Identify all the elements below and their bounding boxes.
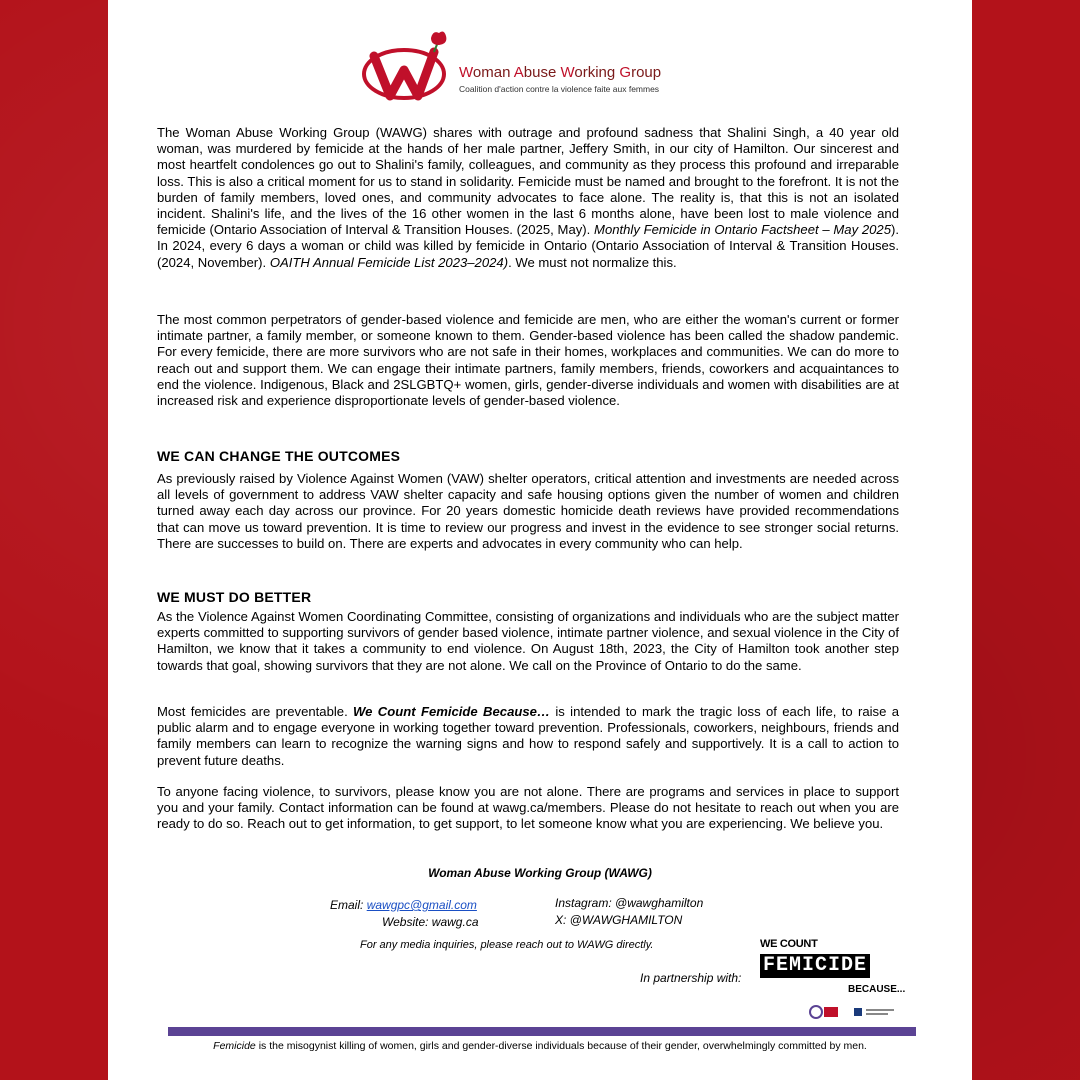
website-line: Website: wawg.ca [382,915,479,929]
paragraph-5: Most femicides are preventable. We Count Femicide Because… is intended to mark the tragic loss of each life, to raise a public alarm and to engage everyone in working together toward prevention. Professionals, coworkers, neighbours, friends and family members can learn to recognize the warning signs and how to respond safely and supportively. It is a call to action to prevent future deaths. [157,704,899,768]
heading-do-better: WE MUST DO BETTER [157,589,312,605]
paragraph-1: The Woman Abuse Working Group (WAWG) shares with outrage and profound sadness that Shalini Singh, a 40 year old woman, was murdered by femicide at the hands of her male partner, Jeffery Smith, in our city of Hamilton. Our sincerest and most heartfelt condolences go out to Shalini's family, colleagues, and community as they process this profound and irreparable loss. This is also a critical moment for us to stand in solidarity. Femicide must be named and brought to the forefront. It is not the burden of family members, loved ones, and community advocates to face alone. The reality is, that this is not an isolated incident. Shalini's life, and the lives of the 16 other women in the last 6 months alone, have been lost to male violence and femicide (Ontario Association of Interval & Transition Houses. (2025, May). Monthly Femicide in Ontario Factsheet – May 2025). In 2024, every 6 days a woman or child was killed by femicide in Ontario (Ontario Association of Interval & Transition Houses. (2024, November). OAITH Annual Femicide List 2023–2024). We must not normalize this. [157,125,899,270]
signature: Woman Abuse Working Group (WAWG) [428,866,652,880]
we-count-femicide-logo: WE COUNT FEMICIDE BECAUSE... [760,938,906,995]
femicide-definition: Femicide is the misogynist killing of women, girls and gender-diverse individuals because of their gender, overwhelmingly committed by men. [213,1040,867,1052]
media-note: For any media inquiries, please reach out to WAWG directly. [360,939,654,951]
heading-change-outcomes: WE CAN CHANGE THE OUTCOMES [157,448,401,464]
email-link[interactable]: wawgpc@gmail.com [366,898,477,912]
document-page [108,0,972,1080]
partner-logos-icon [808,1003,918,1021]
w-flower-logo-icon [360,30,460,106]
paragraph-2: The most common perpetrators of gender-based violence and femicide are men, who are either the woman's current or former intimate partner, a family member, or someone known to them. Gender-based violence has been called the shadow pandemic. For every femicide, there are more survivors who are not safe in their homes, workplaces and communities. We can do more to reach out and support them. We can engage their intimate partners, family members, friends, coworkers and acquaintances to end the violence. Indigenous, Black and 2SLGBTQ+ women, girls, gender-diverse individuals and women with disabilities are at increased risk and experience disproportionate levels of gender-based violence. [157,312,899,409]
paragraph-3: As previously raised by Violence Against Women (VAW) shelter operators, critical attention and investments are needed across all levels of government to address VAW shelter capacity and safe housing options given the number of women and children turned away each day across our province. For 20 years domestic homicide death reviews have provided recommendations that can move us toward prevention. It is time to review our progress and invest in the evidence to see stronger social returns. There are successes to build on. There are experts and advocates in every community who can help. [157,471,899,551]
footer-bar [168,1027,916,1036]
partner-logos [808,1003,918,1021]
instagram-line: Instagram: @wawghamilton [555,896,704,910]
logo-wordmark: Woman Abuse Working Group [459,64,662,81]
paragraph-6: To anyone facing violence, to survivors, please know you are not alone. There are programs and services in place to support you and your family. Contact information can be found at wawg.ca/members. Please do not hesitate to reach out when you are ready to do so. Reach out to get information, to get support, to let someone know what you are experiencing. We believe you. [157,784,899,832]
partnership-label: In partnership with: [640,971,742,985]
email-line: Email: wawgpc@gmail.com [330,898,477,912]
paragraph-4: As the Violence Against Women Coordinating Committee, consisting of organizations and individuals who are the subject matter experts committed to supporting survivors of gender based violence, intimate partner violence, and sexual violence in the City of Hamilton, we know that it takes a community to end violence. On August 18th, 2023, the City of Hamilton took another step towards that goal, showing survivors that they are not alone. We call on the Province of Ontario to do the same. [157,609,899,673]
logo-subtitle: Coalition d'action contre la violence faite aux femmes [459,84,660,94]
wawg-logo [360,30,690,106]
x-line: X: @WAWGHAMILTON [555,913,683,927]
